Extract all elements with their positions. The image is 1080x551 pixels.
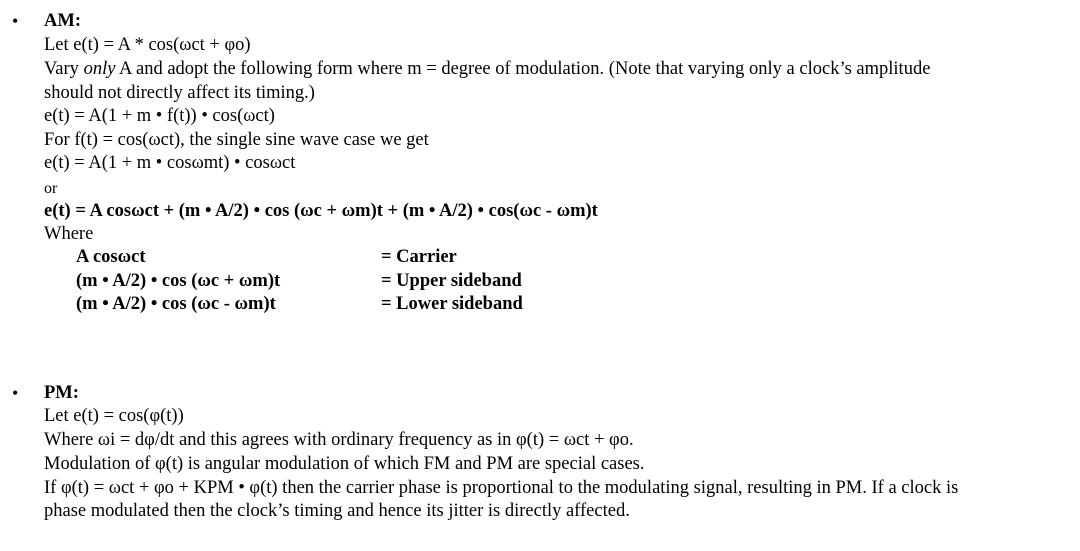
am-line-2: [44, 58, 930, 81]
term-expr-carrier: A cosωct: [76, 247, 146, 267]
am-line-4: e(t) = A(1 + m • f(t)) • cos(ωct): [44, 106, 275, 126]
term-meaning-upper: = Upper sideband: [381, 271, 522, 291]
am-bullet: •: [12, 11, 19, 31]
am-line-6: e(t) = A(1 + m • cosωmt) • cosωct: [44, 153, 296, 173]
am-line-2-pre: Vary: [44, 59, 84, 79]
am-line-7: or: [44, 180, 58, 197]
am-line-5: For f(t) = cos(ωct), the single sine wave case we get: [44, 130, 429, 150]
am-line-2-post: A and adopt the following form where m = degree of modulation. (Note that varying only a clock’s amplitude: [115, 59, 931, 79]
pm-line-3: Modulation of φ(t) is angular modulation of which FM and PM are special cases.: [44, 454, 645, 474]
pm-line-4: If φ(t) = ωct + φo + KPM • φ(t) then the carrier phase is proportional to the modulating signal, resulting in PM. If a clock is: [44, 478, 959, 498]
term-expr-lower: (m • A/2) • cos (ωc - ωm)t: [76, 294, 276, 314]
term-meaning-lower: = Lower sideband: [381, 294, 523, 314]
pm-bullet: •: [12, 383, 19, 403]
term-meaning-carrier: = Carrier: [381, 247, 457, 267]
am-line-3: should not directly affect its timing.): [44, 83, 315, 103]
pm-line-5: phase modulated then the clock’s timing and hence its jitter is directly affected.: [44, 501, 630, 521]
pm-line-2: Where ωi = dφ/dt and this agrees with ordinary frequency as in φ(t) = ωct + φo.: [44, 430, 634, 450]
am-line-9: Where: [44, 224, 94, 244]
term-expr-upper: (m • A/2) • cos (ωc + ωm)t: [76, 271, 281, 291]
am-line-8: e(t) = A cosωct + (m • A/2) • cos (ωc + ωm)t + (m • A/2) • cos(ωc - ωm)t: [44, 201, 598, 221]
pm-line-1: Let e(t) = cos(φ(t)): [44, 406, 184, 426]
am-line-1: Let e(t) = A * cos(ωct + φo): [44, 35, 251, 55]
am-heading: AM:: [44, 11, 81, 31]
pm-heading: PM:: [44, 383, 79, 403]
am-line-2-only: only: [83, 59, 116, 79]
